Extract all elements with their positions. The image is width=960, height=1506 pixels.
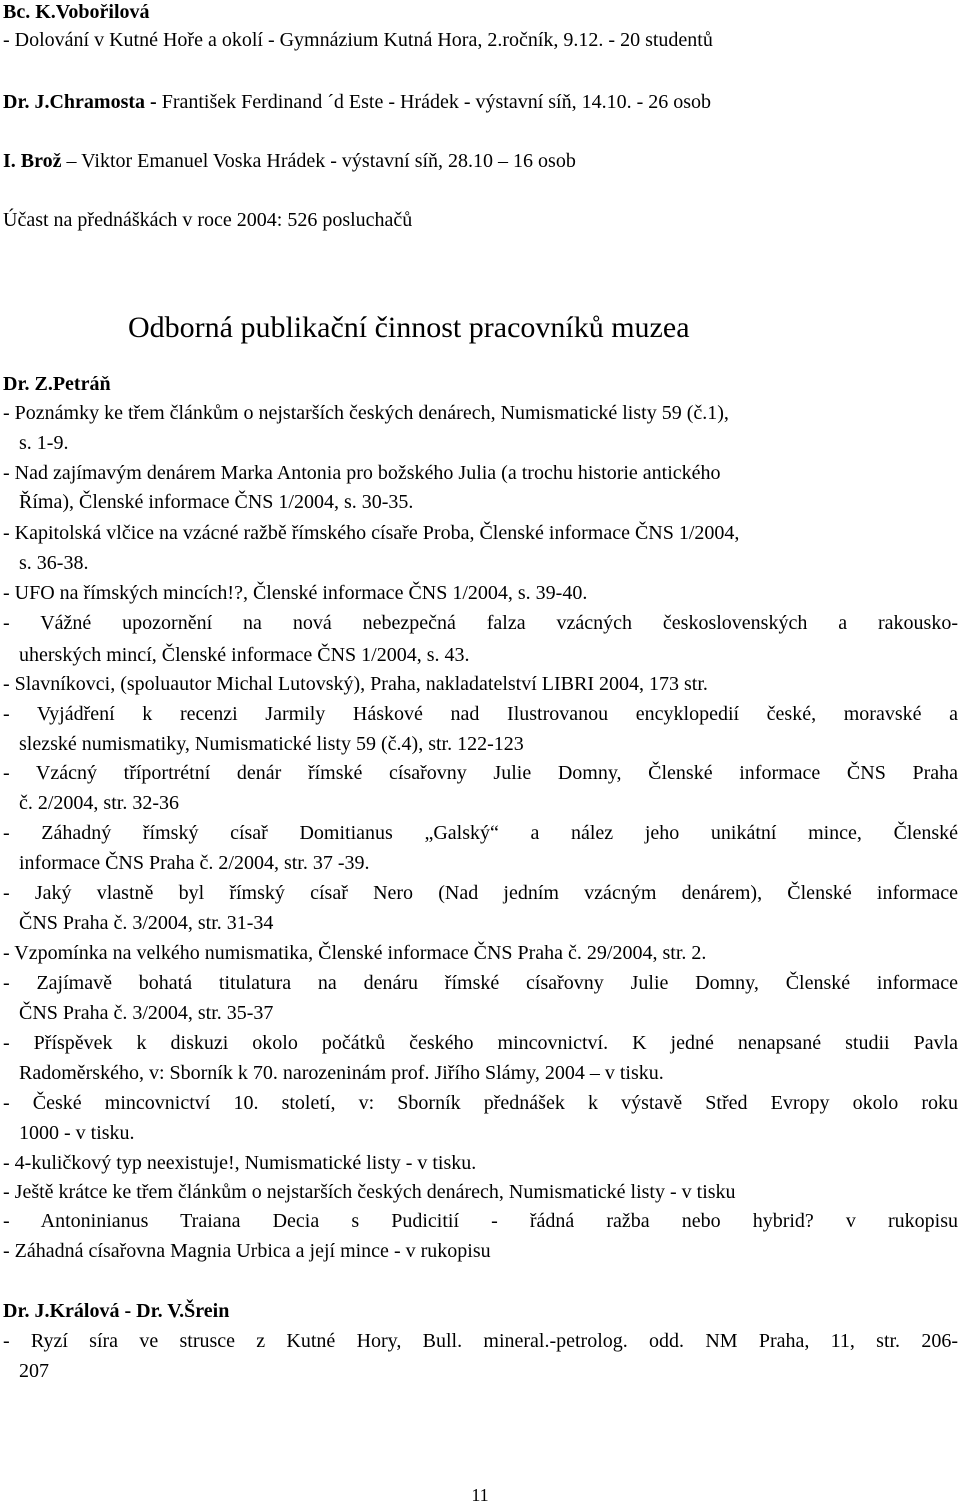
author1-line-9: - Slavníkovci, (spoluautor Michal Lutovský), Praha, nakladatelství LIBRI 2004, 173 str. [3, 673, 708, 695]
author2-line-0: - Ryzí síra ve strusce z Kutné Hory, Bull. mineral.-petrolog. odd. NM Praha, 11, str. 206- [3, 1330, 958, 1352]
author1-line-16: - Jaký vlastně byl římský císař Nero (Nad jedním vzácným denárem), Členské informace [3, 882, 958, 904]
author1-line-2: - Nad zajímavým denárem Marka Antonia pro božského Julia (a trochu historie antického [3, 462, 721, 484]
intro-line-5: Účast na přednáškách v roce 2004: 526 posluchačů [3, 209, 413, 231]
author1-line-25: - 4-kuličkový typ neexistuje!, Numismatické listy - v tisku. [3, 1152, 477, 1174]
author1-line-26: - Ještě krátce ke třem článkům o nejstarších českých denárech, Numismatické listy - v tisku [3, 1181, 736, 1203]
section-heading: Odborná publikační činnost pracovníků muzea [128, 311, 690, 344]
intro-line-4: I. Brož – Viktor Emanuel Voska Hrádek - výstavní síň, 28.10 – 16 osob [3, 150, 576, 172]
author1-line-14: - Záhadný římský císař Domitianus „Galský“ a nález jeho unikátní mince, Členské [3, 822, 958, 844]
author1-line-0: - Poznámky ke třem článkům o nejstarších českých denárech, Numismatické listy 59 (č.1), [3, 402, 729, 424]
author1-line-21: - Příspěvek k diskuzi okolo počátků českého mincovnictví. K jedné nenapsané studii Pavla [3, 1032, 958, 1054]
author1-line-3: Říma), Členské informace ČNS 1/2004, s. 30-35. [19, 491, 414, 513]
author1-line-19: - Zajímavě bohatá titulatura na denáru římské císařovny Julie Domny, Členské informace [3, 972, 958, 994]
page-number: 11 [471, 1485, 489, 1505]
intro-line-2: - Dolování v Kutné Hoře a okolí - Gymnázium Kutná Hora, 2.ročník, 9.12. - 20 studentů [3, 29, 713, 51]
author1-line-15: informace ČNS Praha č. 2/2004, str. 37 -39. [19, 852, 370, 874]
author2-line-1: 207 [19, 1360, 49, 1382]
author1-line-4: - Kapitolská vlčice na vzácné ražbě římského císaře Proba, Členské informace ČNS 1/2004, [3, 522, 740, 544]
author1-line-12: - Vzácný tříportrétní denár římské císařovny Julie Domny, Členské informace ČNS Praha [3, 762, 958, 784]
author2-name: Dr. J.Králová - Dr. V.Šrein [3, 1300, 230, 1322]
intro-line-1: Bc. K.Vobořilová [3, 1, 150, 23]
author1-line-13: č. 2/2004, str. 32-36 [19, 792, 179, 814]
author1-line-27: - Antoninianus Traiana Decia s Pudicitií - řádná ražba nebo hybrid? v rukopisu [3, 1210, 958, 1232]
author1-line-23: - České mincovnictví 10. století, v: Sborník přednášek k výstavě Střed Evropy okolo roku [3, 1092, 958, 1114]
author1-line-18: - Vzpomínka na velkého numismatika, Členské informace ČNS Praha č. 29/2004, str. 2. [3, 942, 707, 964]
author1-line-1: s. 1-9. [19, 432, 69, 454]
author1-line-8: uherských mincí, Členské informace ČNS 1/2004, s. 43. [19, 644, 470, 666]
author1-line-6: - UFO na římských mincích!?, Členské informace ČNS 1/2004, s. 39-40. [3, 582, 588, 604]
author1-line-22: Radoměrského, v: Sborník k 70. narozeninám prof. Jiřího Slámy, 2004 – v tisku. [19, 1062, 664, 1084]
author1-line-20: ČNS Praha č. 3/2004, str. 35-37 [19, 1002, 274, 1024]
author1-line-11: slezské numismatiky, Numismatické listy 59 (č.4), str. 122-123 [19, 733, 524, 755]
author1-line-24: 1000 - v tisku. [19, 1122, 135, 1144]
author1-line-7: - Vážné upozornění na nová nebezpečná falza vzácných československých a rakousko- [3, 612, 958, 634]
author1-line-28: - Záhadná císařovna Magnia Urbica a její mince - v rukopisu [3, 1240, 491, 1262]
author1-line-10: - Vyjádření k recenzi Jarmily Háskové nad Ilustrovanou encyklopedií české, moravské a [3, 703, 958, 725]
author1-line-5: s. 36-38. [19, 552, 89, 574]
author1-name: Dr. Z.Petráň [3, 373, 111, 395]
intro-line-3: Dr. J.Chramosta - František Ferdinand ´d Este - Hrádek - výstavní síň, 14.10. - 26 osob [3, 91, 712, 113]
author1-line-17: ČNS Praha č. 3/2004, str. 31-34 [19, 912, 274, 934]
